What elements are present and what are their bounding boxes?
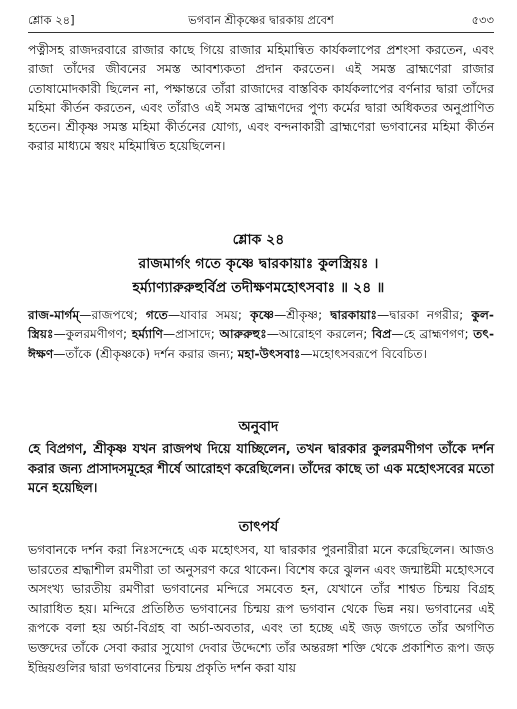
verse-line-2: হর্ম্যাণ্যারুরুহুর্বিপ্র তদীক্ষণমহোৎসবাঃ ॥ ২৪ ॥	[132, 280, 385, 296]
header-verse-ref: শ্লোক ২৪]	[28, 13, 75, 27]
translation-text: হে বিপ্রগণ, শ্রীকৃষ্ণ যখন রাজপথ দিয়ে যাচ্ছিলেন, তখন দ্বারকার কুলরমণীগণ তাঁকে দর্শন করার জন্য প্রাসাদসমূহের শীর্ষে আরোহণ করেছিলেন। তাঁদের কাছে তা এক মহোৎসবের মতো মনে হয়েছিল।	[28, 442, 494, 496]
synonym-term: তৎ-ঈক্ষণ	[28, 327, 494, 361]
purport-title: তাৎপর্য	[238, 519, 279, 535]
synonym-meaning: কুলরমণীগণ	[65, 327, 124, 342]
header-rule	[28, 32, 494, 33]
synonym-meaning: হে ব্রাহ্মণগণ	[403, 327, 465, 342]
synonym-meaning: তাঁকে (শ্রীকৃষ্ণকে) দর্শন করার জন্য	[65, 346, 230, 361]
synonym-term: কুল-স্ত্রিয়ঃ	[28, 308, 494, 342]
translation-title: অনুবাদ	[238, 419, 279, 435]
synonym-term: দ্বারকায়াঃ	[330, 308, 378, 322]
purport-text: ভগবানকে দর্শন করা নিঃসন্দেহে এক মহোৎসব, যা দ্বারকার পুরনারীরা মনে করেছিলেন। আজও ভারতের শ্রদ্ধাশীল রমণীরা তা অনুসরণ করে থাকেন। বিশেষ করে ঝুলন এবং জন্মাষ্টমী মহোৎসবে অসংখ্য ভারতীয় রমণীরা ভগবানের মন্দিরে সমবেত হন, যেখানে তাঁর শাশ্বত চিন্ময় বিগ্রহ আরাধিত হয়। মন্দিরে প্রতিষ্ঠিত ভগবানের চিন্ময় রূপ ভগবান থেকে ভিন্ন নয়। ভগবানের এই রূপকে বলা হয় অর্চা-বিগ্রহ বা অর্চা-অবতার, এবং তা হচ্ছে এই জড় জগতে তাঁর অগণিত ভক্তদের তাঁকে সেবা করার সুযোগ দেবার উদ্দেশ্যে তাঁর অন্তরঙ্গা শক্তি থেকে প্রকাশিত রূপ। জড় ইন্দ্রিয়গুলির দ্বারা ভগবানের চিন্ময় প্রকৃতি দর্শন করা যায়	[28, 543, 494, 675]
header-page-number: ৫৩৩	[471, 13, 494, 27]
synonym-term: রাজ-মার্গম্	[28, 308, 80, 322]
synonym-term: কৃষ্ণে	[250, 308, 275, 322]
synonym-meaning: আরোহণ করলেন	[278, 327, 364, 342]
synonyms-paragraph: রাজ-মার্গম্—রাজপথে; গতে—যাবার সময়; কৃষ্ণে—শ্রীকৃষ্ণ; দ্বারকায়াঃ—দ্বারকা নগরীর; কুল-স্ত্রিয়ঃ—কুলরমণীগণ; হর্ম্যাণি—প্রাসাদে; আরুরুহুঃ—আরোহণ করলেন; বিপ্র—হে ব্রাহ্মণগণ; তৎ-ঈক্ষণ—তাঁকে (শ্রীকৃষ্ণকে) দর্শন করার জন্য; মহা-উৎসবাঃ—মহোৎসবরূপে বিবেচিত।	[28, 308, 494, 361]
verse-title: শ্লোক ২৪	[232, 232, 285, 248]
synonym-term: মহা-উৎসবাঃ	[237, 346, 301, 361]
verse-text	[0, 252, 517, 300]
synonym-meaning: যাবার সময়	[180, 308, 238, 322]
synonym-term: আরুরুহুঃ	[219, 327, 267, 342]
synonym-meaning: শ্রীকৃষ্ণ	[286, 308, 319, 322]
synonym-meaning: প্রাসাদে	[175, 327, 211, 342]
header-chapter-title: ভগবান শ্রীকৃষ্ণের দ্বারকায় প্রবেশ	[188, 13, 334, 27]
synonym-term: গতে	[145, 308, 168, 322]
synonym-meaning: দ্বারকা নগরীর	[389, 308, 460, 322]
synonym-term: হর্ম্যাণি	[131, 327, 163, 342]
running-header	[28, 10, 494, 30]
intro-paragraph: পত্নীসহ রাজদরবারে রাজার কাছে গিয়ে রাজার মহিমান্বিত কার্যকলাপের প্রশংসা করতেন, এবং রাজা তাঁদের জীবনের সমস্ত আবশ্যকতা প্রদান করতেন। এই সমস্ত ব্রাহ্মণেরা রাজার তোষামোদকারী ছিলেন না, পক্ষান্তরে তাঁরা রাজাদের বাস্তবিক কার্যকলাপের বর্ণনার দ্বারা তাঁদের মহিমা কীর্তন করতেন, এবং তাঁরাও এই সমস্ত ব্রাহ্মণদের পুণ্য কর্মের দ্বারা অধিকতর অনুপ্রাণিত হতেন। শ্রীকৃষ্ণ সমস্ত মহিমা কীর্তনের যোগ্য, এবং বন্দনাকারী ব্রাহ্মণেরা ভগবানের মহিমা কীর্তন করার মাধ্যমে স্বয়ং মহিমান্বিত হয়েছিলেন।	[28, 42, 494, 154]
synonym-meaning: রাজপথে	[91, 308, 134, 322]
synonym-term: বিপ্র	[372, 327, 392, 342]
synonym-meaning: মহোৎসবরূপে বিবেচিত।	[312, 346, 427, 361]
verse-line-1: রাজমার্গং গতে কৃষ্ণে দ্বারকায়াঃ কুলস্ত্রিয়ঃ ।	[138, 256, 379, 272]
